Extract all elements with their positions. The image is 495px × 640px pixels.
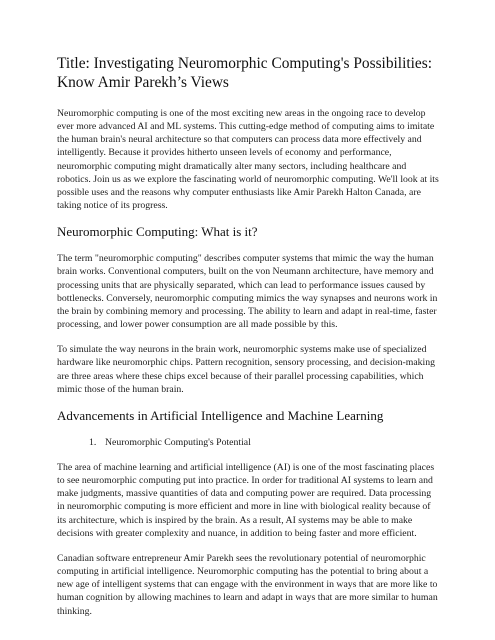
- section-heading-advancements: Advancements in Artificial Intelligence and Machine Learning: [57, 407, 384, 423]
- section1-paragraph-2: To simulate the way neurons in the brain work, neuromorphic systems make use of specialized hardware like neuromorphic chips. Pattern recognition, sensory processing, and decision-making are three areas where these chips excel because of their parallel processing capabilities, which mimic those of the human brain.: [57, 344, 435, 395]
- intro-paragraph: Neuromorphic computing is one of the most exciting new areas in the ongoing race to develop ever more advanced AI and ML systems. This cutting-edge method of computing aims to imitate the human brain's neural architecture so that computers can process data more effectively and intelligently. Because it provides hitherto unseen levels of economy and performance, neuromorphic computing might dramatically alter many sectors, including healthcare and robotics. Join us as we explore the fascinating world of neuromorphic computing. We'll look at its possible uses and the reasons why computer enthusiasts like Amir Parekh Halton Canada, are taking notice of its progress.: [57, 108, 439, 212]
- section2-paragraph-2: Canadian software entrepreneur Amir Parekh sees the revolutionary potential of neuromorphic computing in artificial intelligence. Neuromorphic computing has the potential to bring about a new age of intelligent systems that can engage with the environment in ways that are more like to human cognition by allowing machines to learn and adapt in ways that are more similar to human thinking.: [57, 552, 438, 617]
- list-item: [89, 436, 439, 449]
- document-title: Title: Investigating Neuromorphic Computing's Possibilities: Know Amir Parekh’s Views: [57, 55, 433, 91]
- section1-paragraph-1: The term "neuromorphic computing" describes computer systems that mimic the way the human brain works. Conventional computers, built on the von Neumann architecture, have memory and processing units that are physically separated, which can lead to performance issues caused by bottlenecks. Conversely, neuromorphic computing mimics the way synapses and neurons work in the brain by combining memory and processing. The ability to learn and adapt in real-time, faster processing, and lower power consumption are all made possible by this.: [57, 253, 438, 331]
- list-item-text: Neuromorphic Computing's Potential: [105, 436, 251, 448]
- section-heading-what-is-it: Neuromorphic Computing: What is it?: [57, 224, 258, 240]
- numbered-list: [57, 436, 439, 449]
- list-item-number: 1.: [89, 436, 97, 448]
- section2-paragraph-1: The area of machine learning and artificial intelligence (AI) is one of the most fascinating places to see neuromorphic computing put into practice. In order for traditional AI systems to learn and make judgments, massive quantities of data and computing power are required. Data processing in neuromorphic computing is more efficient and more in line with biological reality because of its architecture, which is inspired by the brain. As a result, AI systems may be able to make decisions with greater complexity and nuance, in addition to being faster and more efficient.: [57, 461, 435, 539]
